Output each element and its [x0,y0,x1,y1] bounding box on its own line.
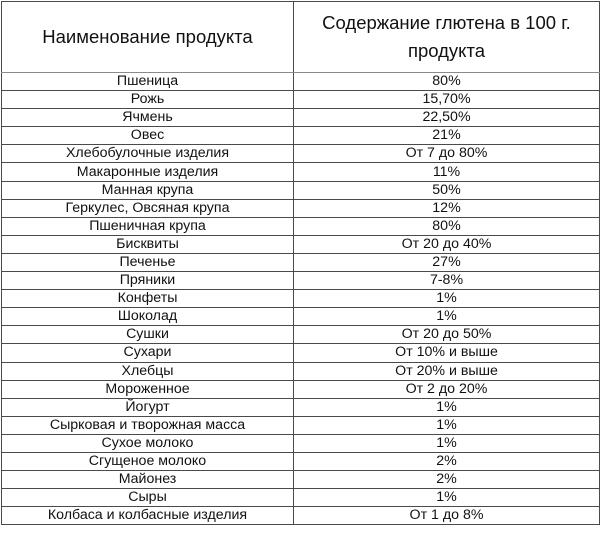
gluten-content-cell: 1% [294,290,600,308]
product-name-cell: Хлебцы [2,362,294,380]
table-row [2,163,600,181]
gluten-content-cell: 1% [294,489,600,507]
table-row [2,290,600,308]
table-row [2,91,600,109]
product-name-cell: Сухари [2,344,294,362]
product-name-cell: Овес [2,127,294,145]
table-row [2,344,600,362]
product-name-cell: Геркулес, Овсяная крупа [2,199,294,217]
product-name-cell: Макаронные изделия [2,163,294,181]
gluten-content-cell: 12% [294,199,600,217]
gluten-content-table [1,1,600,525]
product-name-cell: Рожь [2,91,294,109]
product-name-cell: Пряники [2,272,294,290]
gluten-content-cell: 7-8% [294,272,600,290]
gluten-content-cell: 2% [294,452,600,470]
table-row [2,507,600,525]
product-name-cell: Печенье [2,253,294,271]
header-row [2,2,600,73]
gluten-content-cell: 11% [294,163,600,181]
product-name-cell: Йогурт [2,398,294,416]
table-body [2,73,600,525]
gluten-content-cell: От 1 до 8% [294,507,600,525]
table-row [2,362,600,380]
gluten-content-cell: От 20% и выше [294,362,600,380]
table-header [2,2,600,73]
gluten-content-cell: 50% [294,181,600,199]
table-row [2,235,600,253]
table-row [2,471,600,489]
product-name-cell: Ячмень [2,109,294,127]
product-name-cell: Пшеница [2,73,294,91]
gluten-content-cell: От 20 до 40% [294,235,600,253]
table-row [2,434,600,452]
gluten-content-cell: От 10% и выше [294,344,600,362]
table-row [2,199,600,217]
product-name-cell: Сырковая и творожная масса [2,416,294,434]
gluten-content-cell: 2% [294,471,600,489]
gluten-content-cell: От 20 до 50% [294,326,600,344]
gluten-content-cell: 1% [294,398,600,416]
product-name-cell: Бисквиты [2,235,294,253]
product-name-cell: Сыры [2,489,294,507]
header-gluten-content: Содержание глютена в 100 г. продукта [294,2,600,73]
product-name-cell: Шоколад [2,308,294,326]
gluten-content-cell: 27% [294,253,600,271]
product-name-cell: Хлебобулочные изделия [2,145,294,163]
product-name-cell: Манная крупа [2,181,294,199]
product-name-cell: Колбаса и колбасные изделия [2,507,294,525]
product-name-cell: Пшеничная крупа [2,217,294,235]
gluten-content-cell: 21% [294,127,600,145]
header-product-name: Наименование продукта [2,2,294,73]
product-name-cell: Мороженное [2,380,294,398]
gluten-content-cell: 1% [294,416,600,434]
table-row [2,109,600,127]
gluten-content-cell: 80% [294,217,600,235]
product-name-cell: Майонез [2,471,294,489]
table-row [2,380,600,398]
table-row [2,416,600,434]
gluten-content-cell: 1% [294,434,600,452]
table-row [2,398,600,416]
gluten-content-cell: От 7 до 80% [294,145,600,163]
gluten-content-cell: 1% [294,308,600,326]
table-row [2,308,600,326]
gluten-content-cell: 15,70% [294,91,600,109]
product-name-cell: Конфеты [2,290,294,308]
table-row [2,489,600,507]
product-name-cell: Сгущеное молоко [2,452,294,470]
table-row [2,181,600,199]
table-row [2,272,600,290]
product-name-cell: Сухое молоко [2,434,294,452]
gluten-content-cell: 22,50% [294,109,600,127]
table-row [2,326,600,344]
gluten-content-cell: 80% [294,73,600,91]
table-row [2,145,600,163]
table-row [2,217,600,235]
table-row [2,253,600,271]
table-row [2,73,600,91]
product-name-cell: Сушки [2,326,294,344]
table-row [2,127,600,145]
gluten-content-cell: От 2 до 20% [294,380,600,398]
table-row [2,452,600,470]
